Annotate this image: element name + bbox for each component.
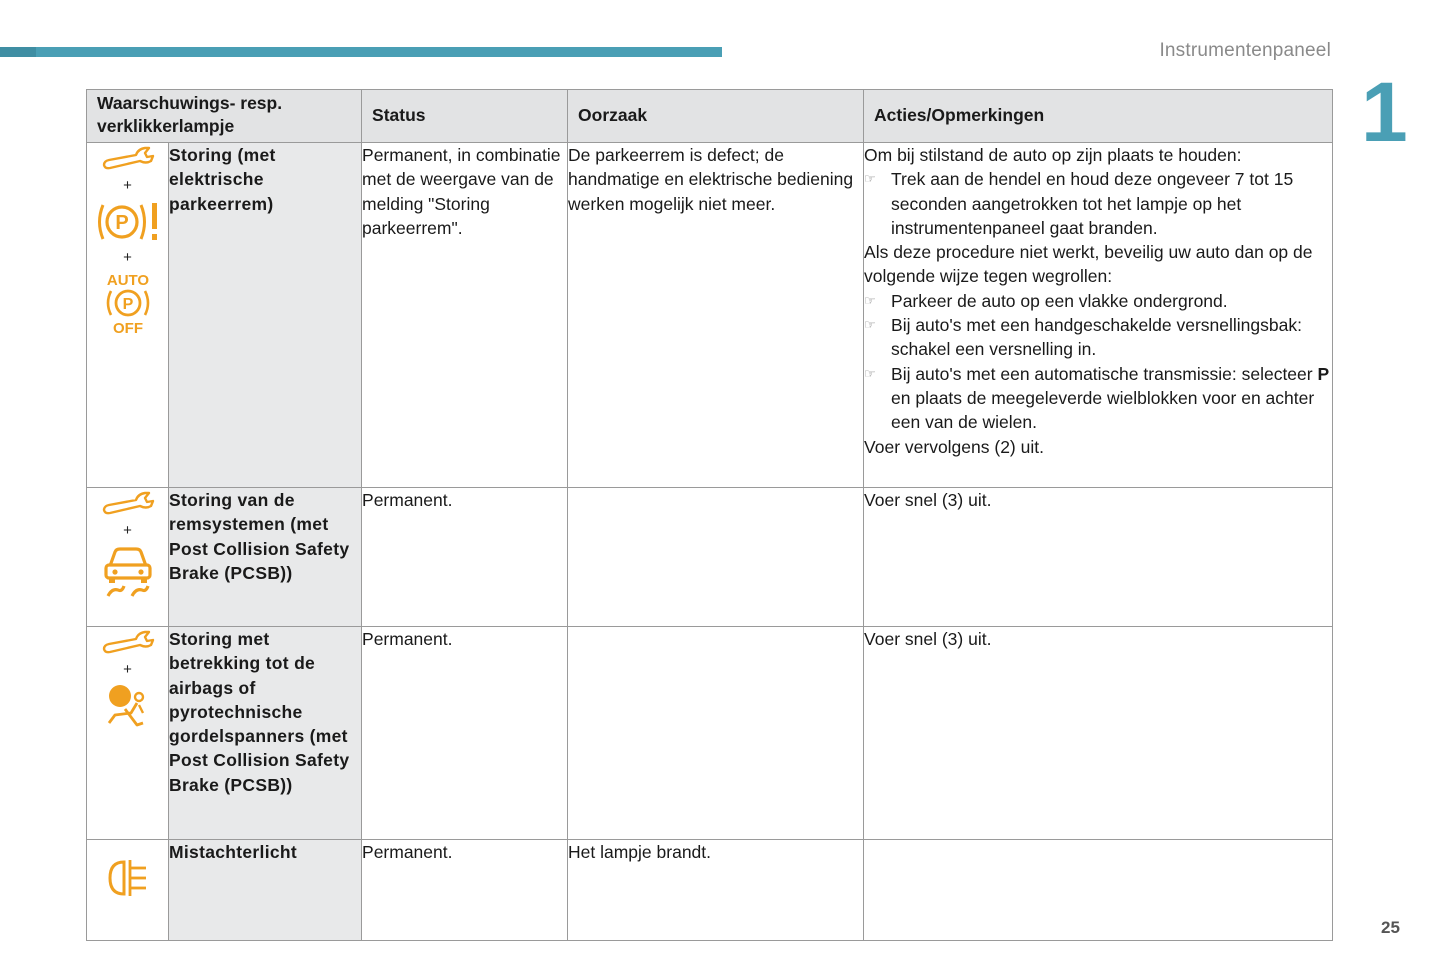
- pointing-hand-icon: ☞: [864, 317, 876, 333]
- row-name: Storing met betrekking tot de airbags of pyrotechnische gordelspanners (met Post Collision Safety Brake (PCSB)): [169, 627, 362, 840]
- row-actions: Voer snel (3) uit.: [864, 488, 1333, 627]
- collision-brake-icon: [100, 544, 156, 600]
- row-status: Permanent.: [362, 488, 568, 627]
- header-actions: Acties/Opmerkingen: [864, 90, 1333, 143]
- actions-middle: Als deze procedure niet werkt, beveilig uw auto dan op de volgende wijze tegen wegrollen:: [864, 242, 1313, 287]
- row-icons: [87, 627, 169, 840]
- header-accent-bar-dark: [0, 47, 36, 57]
- table-header-row: [87, 90, 1333, 143]
- actions-bullet: [864, 362, 1332, 435]
- actions-intro: Om bij stilstand de auto op zijn plaats te houden:: [864, 145, 1242, 165]
- row-icons: [87, 143, 169, 488]
- row-status: Permanent.: [362, 627, 568, 840]
- row-cause: Het lampje brandt.: [568, 840, 864, 941]
- pointing-hand-icon: ☞: [864, 365, 876, 381]
- header-accent-bar: [0, 47, 722, 57]
- parking-brake-warning-icon: [95, 199, 161, 245]
- bullet-text: Bij auto's met een handgeschakelde versnellingsbak: schakel een versnelling in.: [891, 315, 1302, 360]
- row-cause: [568, 627, 864, 840]
- bullet-text: Trek aan de hendel en houd deze ongeveer 7 tot 15 seconden aangetrokken tot het lampje op het instrumentenpaneel gaat branden.: [891, 169, 1294, 238]
- bullet-text: Parkeer de auto op een vlakke ondergrond.: [891, 290, 1228, 311]
- plus-sign: +: [123, 661, 132, 678]
- row-name: Storing van de remsystemen (met Post Collision Safety Brake (PCSB)): [169, 488, 362, 627]
- off-label: OFF: [112, 320, 143, 335]
- table-row: [87, 627, 1333, 840]
- bullet-text-pre: Bij auto's met een automatische transmissie: selecteer: [891, 363, 1318, 384]
- warning-lights-table: [86, 89, 1333, 941]
- row-name: Storing (met elektrische parkeerrem): [169, 143, 362, 488]
- actions-bullet: [864, 167, 1332, 240]
- row-actions: [864, 840, 1333, 941]
- pointing-hand-icon: ☞: [864, 292, 876, 308]
- wrench-icon: [100, 488, 156, 518]
- bullet-text-bold: P: [1317, 363, 1330, 384]
- rear-fog-light-icon: [104, 858, 152, 898]
- header-lamp: Waarschuwings- resp. verklikkerlampje: [87, 90, 362, 143]
- page-number: 25: [1381, 918, 1400, 937]
- plus-sign: +: [123, 249, 132, 266]
- actions-bullet: [864, 289, 1332, 313]
- auto-label: AUTO: [106, 272, 149, 289]
- svg-text:P: P: [122, 296, 133, 313]
- chapter-number: 1: [1361, 65, 1408, 159]
- wrench-icon: [100, 627, 156, 657]
- auto-parking-off-icon: [98, 271, 158, 335]
- row-name: Mistachterlicht: [169, 840, 362, 941]
- table-row: [87, 488, 1333, 627]
- row-icons: [87, 840, 169, 941]
- row-cause: De parkeerrem is defect; de handmatige en elektrische bediening werken mogelijk niet meer.: [568, 143, 864, 488]
- row-actions: [864, 143, 1333, 488]
- pointing-hand-icon: ☞: [864, 171, 876, 187]
- actions-outro: Voer vervolgens (2) uit.: [864, 436, 1044, 457]
- bullet-text-post: en plaats de meegeleverde wielblokken voor en achter een van de wielen.: [891, 387, 1315, 433]
- row-status: Permanent.: [362, 840, 568, 941]
- header-cause: Oorzaak: [568, 90, 864, 143]
- airbag-icon: [103, 683, 153, 729]
- svg-text:P: P: [114, 212, 129, 234]
- row-cause: [568, 488, 864, 627]
- row-status: Permanent, in combinatie met de weergave van de melding "Storing parkeerrem".: [362, 143, 568, 488]
- row-actions: Voer snel (3) uit.: [864, 627, 1333, 840]
- table-row: [87, 143, 1333, 488]
- table-row: [87, 840, 1333, 941]
- wrench-icon: [100, 143, 156, 173]
- actions-bullet: [864, 313, 1332, 362]
- header-status: Status: [362, 90, 568, 143]
- section-title: Instrumentenpaneel: [1159, 40, 1331, 61]
- plus-sign: +: [123, 522, 132, 539]
- row-icons: [87, 488, 169, 627]
- plus-sign: +: [123, 177, 132, 194]
